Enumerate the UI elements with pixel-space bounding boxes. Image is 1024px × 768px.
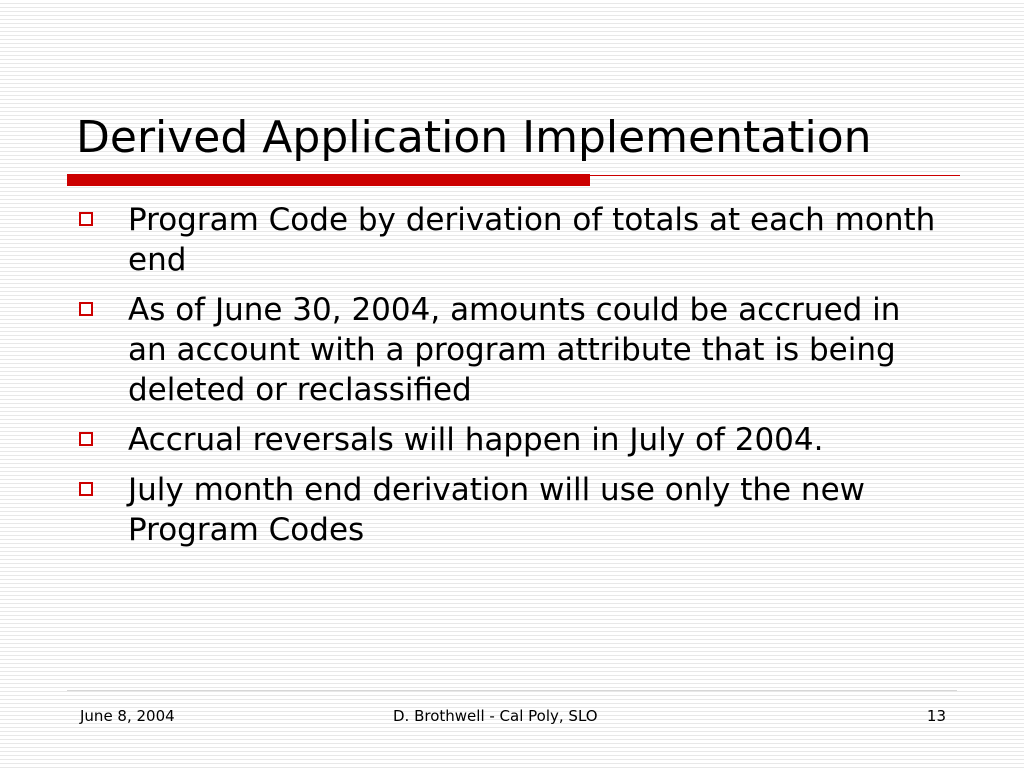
bullet-text: Program Code by derivation of totals at each month end	[128, 202, 936, 278]
bullet-text: July month end derivation will use only the new Program Codes	[128, 472, 866, 548]
bullet-text: As of June 30, 2004, amounts could be accrued in an account with a program attribute that is being deleted or reclassified	[128, 292, 901, 408]
hollow-square-icon	[79, 302, 93, 316]
title-underline-thin	[590, 175, 960, 176]
footer-author: D. Brothwell - Cal Poly, SLO	[393, 707, 598, 725]
page-number: 13	[926, 707, 946, 725]
bullet-item	[76, 200, 946, 280]
footer-divider	[67, 690, 957, 691]
bullet-text: Accrual reversals will happen in July of 2004.	[128, 422, 824, 458]
bullet-item	[76, 470, 946, 550]
slide-title: Derived Application Implementation	[76, 112, 872, 163]
hollow-square-icon	[79, 482, 93, 496]
bullet-item	[76, 290, 946, 410]
bullet-list	[76, 200, 946, 560]
hollow-square-icon	[79, 432, 93, 446]
bullet-item	[76, 420, 946, 460]
title-underline-thick	[67, 174, 590, 186]
footer-date: June 8, 2004	[80, 707, 175, 725]
hollow-square-icon	[79, 212, 93, 226]
